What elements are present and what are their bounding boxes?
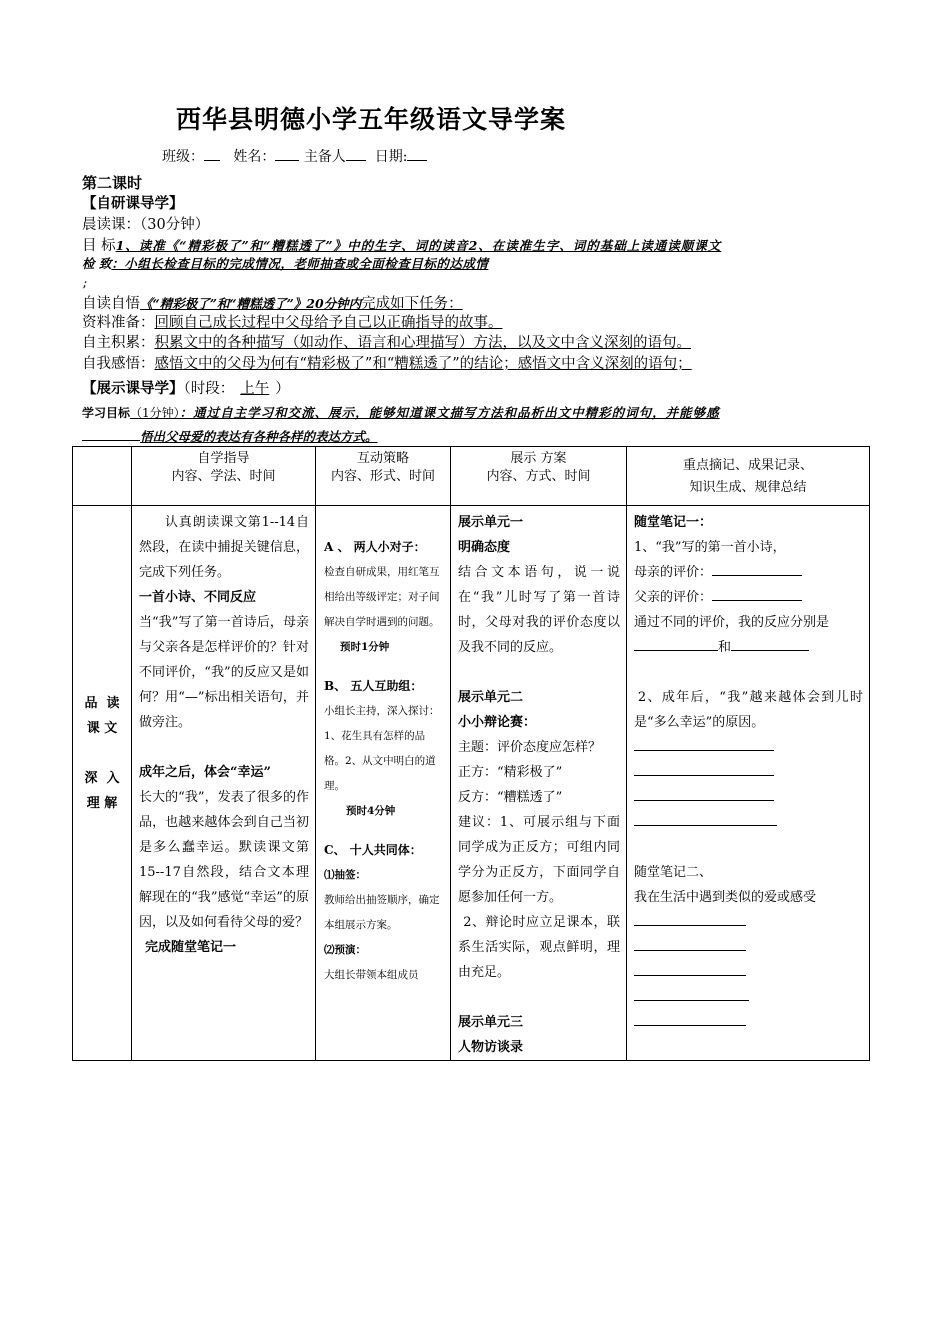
display-heading: 【展示课导学】 xyxy=(82,381,184,397)
debate-pro: 正方：“精彩极了” xyxy=(458,765,563,780)
header-notes xyxy=(627,447,870,506)
preparer-label: 主备人 xyxy=(303,149,346,165)
display-unit2: 展示单元二 xyxy=(458,690,524,705)
self-study-intro: 认真朗读课文第1--14自然段，在读中捕捉关键信息，完成下列任务。 xyxy=(139,515,309,580)
accumulate-line xyxy=(82,331,691,352)
section-label-4: 理 解 xyxy=(86,795,118,811)
answer-blank-1[interactable] xyxy=(634,736,774,751)
goal2-line2 xyxy=(82,427,378,445)
reaction-and: 和 xyxy=(718,640,732,655)
guide-table xyxy=(72,446,870,1061)
ten-group-rehearse-text: 大组长带领本组成员 xyxy=(324,969,419,981)
display-unit2-title: 小小辩论赛： xyxy=(458,715,537,730)
debate-con: 反方：“糟糕透了” xyxy=(458,790,563,805)
goal-line xyxy=(82,234,721,255)
ten-group-title: C、 十人共同体： xyxy=(324,843,422,857)
answer-blank-4[interactable] xyxy=(634,811,777,826)
feeling-blank-1[interactable] xyxy=(634,911,746,926)
self-study-cell xyxy=(132,506,316,1061)
reaction-blanks xyxy=(634,635,863,660)
date-blank xyxy=(407,160,427,161)
reaction-blank-1[interactable] xyxy=(634,636,718,651)
debate-suggestion1: 建议：1、可展示组与下面同学成为正反方；可组内同学分为正反方，下面同学自愿参加任何一方。 xyxy=(458,815,620,905)
accumulate-label: 自主积累： xyxy=(82,335,155,351)
preparer-blank xyxy=(346,160,366,161)
answer-blank-3[interactable] xyxy=(634,786,774,801)
goal2-indent xyxy=(82,428,140,441)
header-notes-title: 重点摘记、成果记录、 xyxy=(682,458,813,473)
five-group-title: B、 五人互助组： xyxy=(324,679,423,693)
display-unit1: 展示单元一 xyxy=(458,515,524,530)
self-study-task2-title: 成年之后，体会“幸运” xyxy=(139,765,271,780)
notes2-title: 随堂笔记二、 xyxy=(634,865,713,880)
header-self-study-sub: 内容、学法、时间 xyxy=(171,469,276,484)
father-eval-label: 父亲的评价： xyxy=(634,590,713,605)
feel-text: 感悟文中的父母为何有“精彩极了”和“糟糕透了”的结论；感悟文中含义深刻的语句； xyxy=(154,356,692,372)
ten-group-draw-text: 教师给出抽签顺序，确定本组展示方案。 xyxy=(324,894,440,931)
header-interaction xyxy=(316,447,451,506)
page-title: 西华县明德小学五年级语文导学案 xyxy=(176,105,567,134)
father-eval-blank[interactable] xyxy=(712,586,802,601)
mother-eval-label: 母亲的评价： xyxy=(634,565,713,580)
debate-suggestion2: 2、辩论时应立足课本，联系生活实际，观点鲜明，理由充足。 xyxy=(458,915,620,980)
pair-group-title: A 、 两人小对子： xyxy=(324,540,426,554)
header-display-title: 展示 方案 xyxy=(510,451,567,466)
date-label: 日期: xyxy=(374,149,408,165)
goal2-label: 学习目标 xyxy=(82,406,131,420)
header-self-study-title: 自学指导 xyxy=(197,451,250,466)
notes2-question: 我在生活中遇到类似的爱或感受 xyxy=(634,890,817,905)
goal2-time: （1分钟） xyxy=(130,406,180,420)
name-label: 姓名： xyxy=(233,149,276,165)
mother-eval-line xyxy=(634,560,863,585)
period-heading: 第二课时 xyxy=(82,174,143,192)
self-read-line xyxy=(82,292,463,313)
self-read-prefix: 自读自悟 xyxy=(82,296,140,312)
goal-text: 1、读准《“精彩极了”和“糟糕透了”》中的生字、词的读音2、在读准生字、词的基础上读通读顺课文 xyxy=(115,238,722,253)
student-info-line xyxy=(162,146,427,166)
morning-reading: 晨读课：（30分钟） xyxy=(82,217,210,233)
check-label: 检 致 xyxy=(82,256,112,271)
goal2-text2: 悟出父母爱的表达有各种各样的表达方式。 xyxy=(140,429,378,444)
section-label-1: 品 读 xyxy=(84,695,120,711)
feeling-blank-5[interactable] xyxy=(634,1011,746,1026)
self-study-task2-text: 长大的“我”，发表了很多的作品，也越来越体会到自己当初是多么蠢幸运。默读课文第15--17自然段，结合文本理解现在的“我”感觉“幸运”的原因，以及如何看待父母的爱？ xyxy=(139,790,309,930)
ten-group-rehearse-label: ⑵预演： xyxy=(324,944,366,956)
name-blank xyxy=(275,160,299,161)
check-text: ：小组长检查目标的完成情况，老师抽查或全面检查目标的达成情 xyxy=(111,256,489,271)
display-time-suffix: ） xyxy=(275,381,290,397)
father-eval-line xyxy=(634,585,863,610)
header-interaction-sub: 内容、形式、时间 xyxy=(330,469,435,484)
display-heading-line xyxy=(82,377,290,398)
display-unit1-title: 明确态度 xyxy=(458,540,511,555)
table-body-row xyxy=(73,506,870,1061)
material-label: 资料准备： xyxy=(82,315,155,331)
goal2-line xyxy=(82,403,720,421)
header-display xyxy=(451,447,627,506)
class-blank xyxy=(204,160,220,161)
answer-blank-2[interactable] xyxy=(634,761,774,776)
class-label: 班级： xyxy=(162,149,204,165)
interaction-cell xyxy=(316,506,451,1061)
section-label-2: 课 文 xyxy=(86,720,118,736)
ten-group-draw-label: ⑴抽签： xyxy=(324,869,366,881)
notes1-question2: 2、成年后，“我”越来越体会到儿时是“多么幸运”的原因。 xyxy=(634,690,863,730)
header-notes-sub: 知识生成、规律总结 xyxy=(689,480,807,495)
feeling-blank-4[interactable] xyxy=(634,986,749,1001)
goal2-text1: ：通过自主学习和交流、展示，能够知道课文描写方法和品析出文中精彩的词句，并能够感 xyxy=(179,405,720,420)
self-study-task1-title: 一首小诗、不同反应 xyxy=(139,590,257,605)
section-label-3: 深 入 xyxy=(84,770,120,786)
notes-cell xyxy=(627,506,870,1061)
header-self-study xyxy=(132,447,316,506)
self-study-task1-text: 当“我”写了第一首诗后，母亲与父亲各是怎样评价的？针对不同评价，“我”的反应又是如何？用“—”标出相关语句，并做旁注。 xyxy=(139,615,309,730)
header-display-sub: 内容、方式、时间 xyxy=(486,469,591,484)
table-header-row xyxy=(73,447,870,506)
self-study-complete-note: 完成随堂笔记一 xyxy=(145,940,237,955)
five-group-time: 预时4分钟 xyxy=(346,805,396,817)
notes1-title: 随堂笔记一： xyxy=(634,515,713,530)
feel-line xyxy=(82,352,692,373)
header-empty xyxy=(73,447,132,506)
material-line xyxy=(82,311,503,332)
self-read-title: 《“精彩极了”和“糟糕透了”》20分钟内 xyxy=(140,296,362,311)
display-time-prefix: （时段： xyxy=(183,381,235,397)
goal-label: 目 标 xyxy=(82,238,116,254)
display-unit3-title: 人物访谈录 xyxy=(458,1040,524,1055)
header-interaction-title: 互动策略 xyxy=(356,451,409,466)
feel-label: 自我感悟： xyxy=(82,356,155,372)
self-study-heading: 【自研课导学】 xyxy=(82,196,184,212)
notes1-question: 1、“我”写的第一首小诗， xyxy=(634,540,786,555)
debate-topic: 主题：评价态度应怎样？ xyxy=(458,740,602,755)
section-label-cell xyxy=(73,506,132,1061)
feeling-blank-2[interactable] xyxy=(634,936,746,951)
material-text: 回顾自己成长过程中父母给予自己以正确指导的故事。 xyxy=(154,315,503,331)
display-time: 上午 xyxy=(240,381,270,397)
check-end: ； xyxy=(82,279,92,290)
feeling-blank-3[interactable] xyxy=(634,961,746,976)
accumulate-text: 积累文中的各种描写（如动作、语言和心理描写）方法，以及文中含义深刻的语句。 xyxy=(154,335,691,351)
reaction-blank-2[interactable] xyxy=(731,636,809,651)
mother-eval-blank[interactable] xyxy=(712,561,802,576)
pair-group-text: 检查自研成果，用红笔互相给出等级评定；对子间解决自学时遇到的问题。 xyxy=(324,566,440,628)
reaction-text: 通过不同的评价，我的反应分别是 xyxy=(634,615,830,630)
five-group-text: 小组长主持，深入探讨：1、花生具有怎样的品格。2、从文中明白的道理。 xyxy=(324,705,440,792)
display-unit1-text: 结合文本语句，说一说在“我”儿时写了第一首诗时，父母对我的评价态度以及我不同的反应。 xyxy=(458,565,620,655)
pair-group-time: 预时1分钟 xyxy=(340,641,390,653)
display-cell xyxy=(451,506,627,1061)
self-read-suffix: 完成如下任务： xyxy=(361,296,463,312)
display-unit3: 展示单元三 xyxy=(458,1015,524,1030)
check-line xyxy=(82,254,488,272)
